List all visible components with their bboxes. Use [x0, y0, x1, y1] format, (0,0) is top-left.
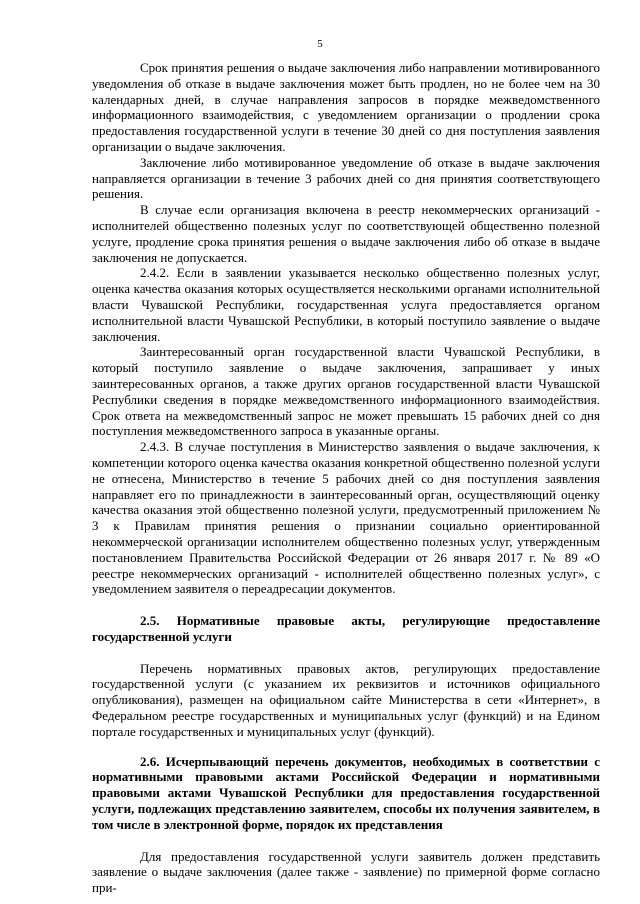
- paragraph-registry-case: В случае если организация включена в реестр некоммерческих организаций - исполнителей общественно полезных услуг по соответствующей общественно полезной услуге, продление срока принятия решения о выдаче заключения либо об отказе в выдаче заключения не допускается.: [92, 202, 600, 265]
- paragraph-2-4-3: 2.4.3. В случае поступления в Министерство заявления о выдаче заключения, к компетенции которого оценка качества оказания конкретной общественно полезной услуги не отнесена, Министерство в течение 5 рабочих дней со дня поступления заявления направляет его по принадлежности в заинтересованный орган, осуществляющий оценку качества оказания этой общественно полезной услуги, предусмотренный приложением № 3 к Правилам принятия решения о признании социально ориентированной некоммерческой организации исполнителем общественно полезных услуг, утвержденным постановлением Правительства Российской Федерации от 26 января 2017 г. № 89 «О реестре некоммерческих организаций - исполнителей общественно полезных услуг», с уведомлением заявителя о переадресации документов.: [92, 439, 600, 597]
- section-heading-2-5: 2.5. Нормативные правовые акты, регулирующие предоставление государственной услуги: [92, 613, 600, 644]
- paragraph-decision-period: Срок принятия решения о выдаче заключения либо направлении мотивированного уведомления об отказе в выдаче заключения может быть продлен, но не более чем на 30 календарных дней, в случае направления запросов в порядке межведомственного информационного взаимодействия, с уведомлением организации о продлении срока предоставления государственной услуги в течение 30 дней со дня поступления заявления организации о выдаче заключения.: [92, 60, 600, 154]
- paragraph-legal-acts-list: Перечень нормативных правовых актов, регулирующих предоставление государственной услуги (с указанием их реквизитов и источников официального опубликования), размещен на официальном сайте Министерства в сети «Интернет», в Федеральном реестре государственных и муниципальных услуг (функций) и на Едином портале государственных и муниципальных услуг (функций).: [92, 660, 600, 739]
- page-number: 5: [317, 38, 323, 50]
- section-heading-2-6: 2.6. Исчерпывающий перечень документов, необходимых в соответствии с нормативными правовыми актами Российской Федерации и нормативными правовыми актами Чувашской Республики для предоставления государственной услуги, подлежащих представлению заявителем, способы их получения заявителем, в том числе в электронной форме, порядок их представления: [92, 753, 600, 832]
- paragraph-conclusion-sending: Заключение либо мотивированное уведомление об отказе в выдаче заключения направляется организации в течение 3 рабочих дней со дня принятия соответствующего решения.: [92, 154, 600, 202]
- document-body: [92, 60, 600, 896]
- paragraph-2-4-2: 2.4.2. Если в заявлении указывается несколько общественно полезных услуг, оценка качества оказания которых осуществляется несколькими органами исполнительной власти Чувашской Республики, государственная услуга предоставляется органом исполнительной власти Чувашской Республики, в который поступило заявление о выдаче заключения.: [92, 265, 600, 344]
- paragraph-application-submission: Для предоставления государственной услуги заявитель должен представить заявление о выдаче заключения (далее также - заявление) по примерной форме согласно при-: [92, 848, 600, 896]
- paragraph-interested-body: Заинтересованный орган государственной власти Чувашской Республики, в который поступило заявление о выдаче заключения, запрашивает у иных заинтересованных органов, а также других органов государственной власти Чувашской Республики сведения в порядке межведомственного информационного взаимодействия. Срок ответа на межведомственный запрос не может превышать 15 рабочих дней со дня поступления межведомственного запроса в указанные органы.: [92, 344, 600, 439]
